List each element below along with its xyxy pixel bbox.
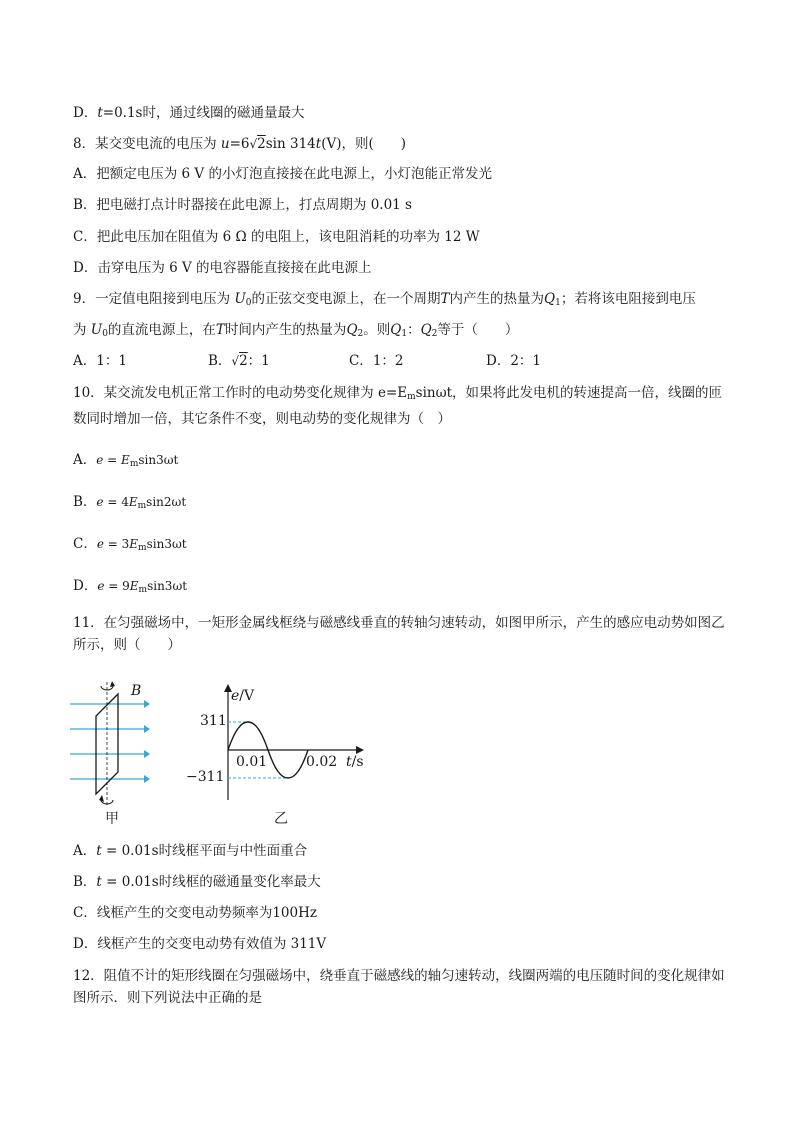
figure-yi-caption: 乙 — [274, 811, 288, 827]
q10-option-c: C．$e = 3E_m\sin 3\omega t$ — [73, 536, 187, 553]
figure-jia — [66, 676, 156, 816]
figure-jia-label-b: B — [131, 683, 142, 699]
q11-option-d: D．线框产生的交变电动势有效值为 311V — [73, 936, 327, 952]
q9-stem-line2: 为 $U_0$的直流电源上，在T时间内产生的热量为$Q_2$。则$Q_1$：$Q_2$等于（ ） — [73, 322, 519, 339]
figure-yi-ytick-neg: −311 — [186, 769, 225, 785]
figure-yi-ylabel: e/V — [231, 688, 255, 704]
q9-option-d: D．2：1 — [486, 353, 542, 369]
figure-yi-ytick-pos: 311 — [200, 713, 227, 729]
figure-yi-xlabel: t/s — [346, 754, 364, 770]
q9-options — [73, 351, 733, 371]
q11-option-c: C．线框产生的交变电动势频率为100Hz — [73, 905, 317, 921]
q9-stem-line1: 9．一定值电阻接到电压为 $U_0$的正弦交变电源上，在一个周期T内产生的热量为$Q_1$；若将该电阻接到电压 — [73, 291, 696, 308]
q10-option-b: B．$e = 4E_m\sin 2\omega t$ — [73, 494, 187, 511]
figure-yi-xtick-1: 0.01 — [236, 754, 268, 770]
q7-option-d: D．t=0.1s时，通过线圈的磁通量最大 — [73, 105, 305, 121]
figure-yi-xtick-2: 0.02 — [306, 754, 338, 770]
q8-option-b: B．把电磁打点计时器接在此电源上，打点周期为 0.01 s — [73, 197, 412, 213]
q9-option-c: C．1：2 — [349, 353, 404, 369]
q11-option-b: B．t = 0.01s时线框的磁通量变化率最大 — [73, 874, 321, 890]
q12-stem: 12．阻值不计的矩形线圈在匀强磁场中，绕垂直于磁感线的轴匀速转动，线圈两端的电压随时间的变化规律如图所示．则下列说法中正确的是 — [73, 968, 725, 1006]
q8-stem: 8．某交变电流的电压为 u=6√2sin 314t(V)，则( ) — [73, 136, 407, 152]
q8-option-a: A．把额定电压为 6 V 的小灯泡直接接在此电源上，小灯泡能正常发光 — [73, 166, 492, 182]
q9-option-b: B．√2：1 — [208, 353, 270, 369]
q11-stem: 11．在匀强磁场中，一矩形金属线框绕与磁感线垂直的转轴匀速转动，如图甲所示，产生的感应电动势如图乙所示，则（ ） — [73, 615, 725, 653]
q10-stem: 10．某交流发电机正常工作时的电动势变化规律为 $e=E_m\sin\omega t$，如果将此发电机的转速提高一倍，线圈的匝数同时增加一倍，其它条件不变，则电动势的变化规律为（ ） — [73, 385, 723, 427]
q8-option-c: C．把此电压加在阻值为 6 Ω 的电阻上，该电阻消耗的功率为 12 W — [73, 229, 480, 245]
q9-option-a: A．1：1 — [73, 353, 127, 369]
q11-option-a: A．t = 0.01s时线框平面与中性面重合 — [73, 843, 308, 859]
q10-option-d: D．$e = 9E_m\sin 3\omega t$ — [73, 578, 188, 595]
q10-option-a: A．$e = E_m\sin 3\omega t$ — [73, 452, 179, 469]
q8-option-d: D．击穿电压为 6 V 的电容器能直接接在此电源上 — [73, 260, 372, 276]
figure-jia-caption: 甲 — [105, 811, 119, 827]
